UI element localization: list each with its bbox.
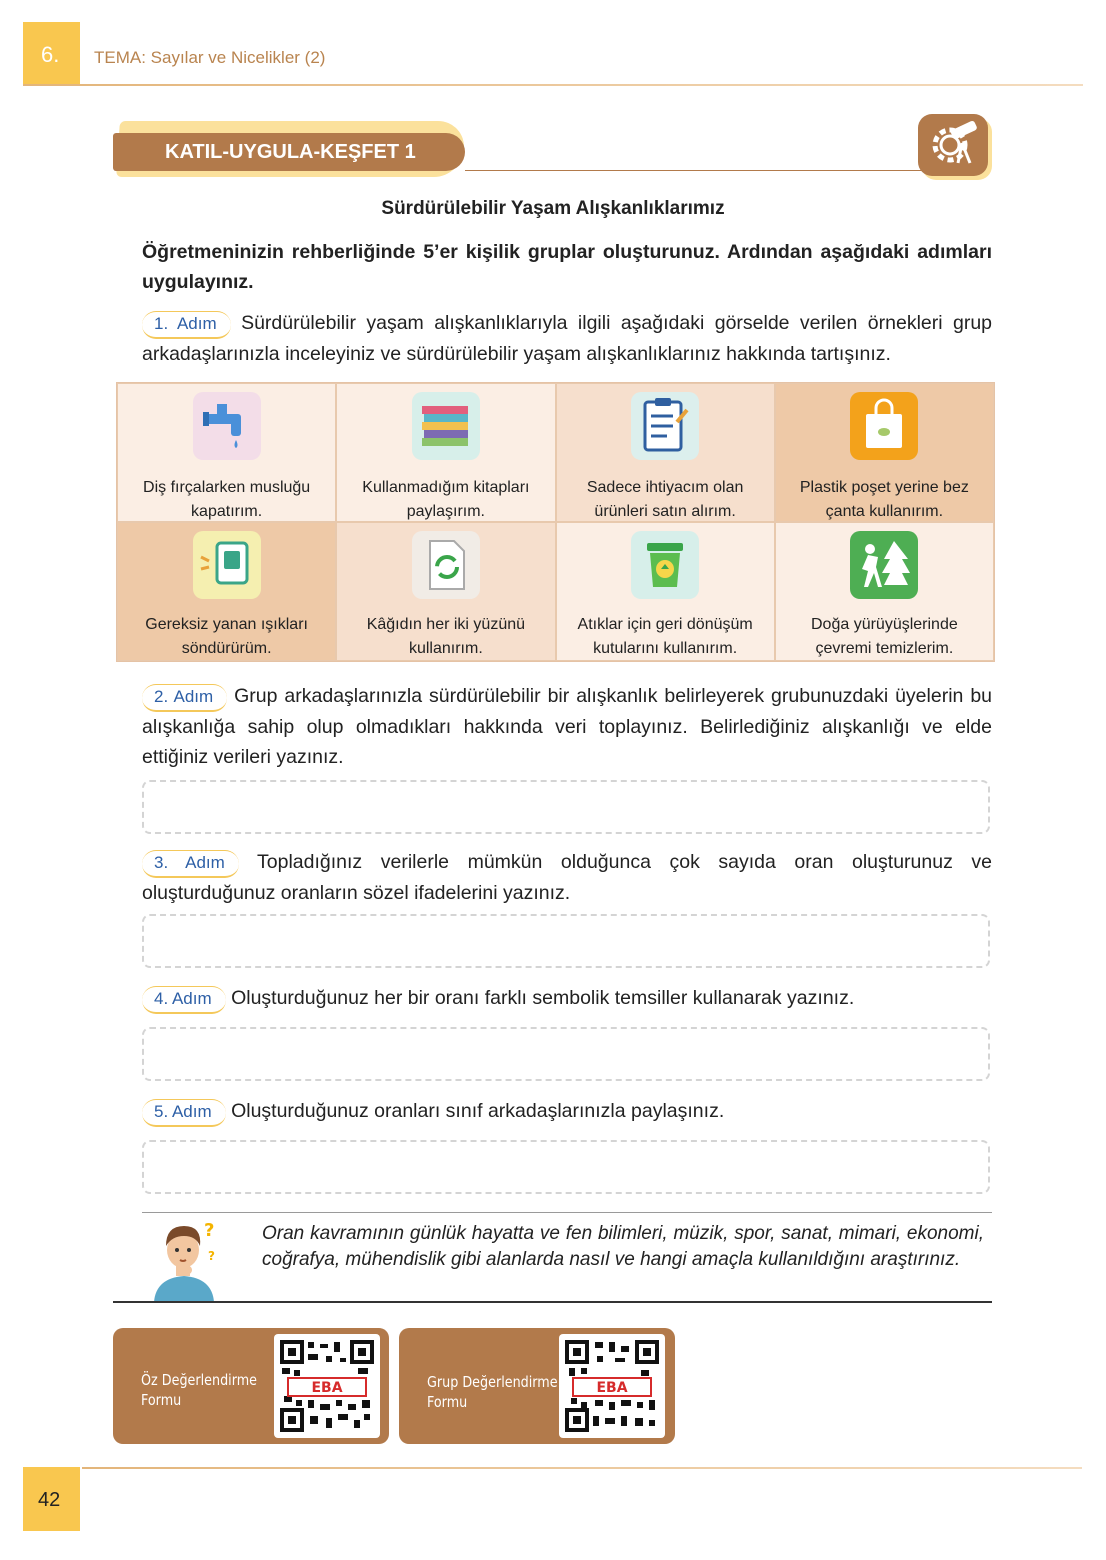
habit-caption-line1: Gereksiz yanan ışıkları <box>145 616 308 633</box>
group-assessment-label-line1: Grup Değerlendirme <box>427 1373 558 1391</box>
habit-card <box>775 522 994 661</box>
habit-caption-line2: çanta kullanırım. <box>825 503 944 520</box>
step-1-label: 1. Adım <box>142 311 231 339</box>
banner-divider <box>465 170 925 171</box>
step-3-text: Topladığınız verilerle mümkün olduğunca çok sayıda oran oluşturunuz ve oluşturduğunuz oranların sözel ifadelerini yazınız. <box>142 851 992 904</box>
habit-caption-line2: çevremi temizlerim. <box>815 640 954 657</box>
note-top-divider <box>142 1212 992 1213</box>
group-assessment-card[interactable] <box>399 1328 675 1444</box>
step-5-text: Oluşturduğunuz oranları sınıf arkadaşlarınızla paylaşınız. <box>231 1100 725 1122</box>
intro-text: Öğretmeninizin rehberliğinde 5’er kişilik gruplar oluşturunuz. Ardından aşağıdaki adımları uygulayınız. <box>142 241 992 293</box>
habit-card <box>556 522 775 661</box>
unit-number: 6. <box>41 42 60 67</box>
habit-card <box>556 383 775 522</box>
footer-divider <box>82 1467 1082 1469</box>
activity-title: Sürdürülebilir Yaşam Alışkanlıklarımız <box>381 198 725 219</box>
page-number: 42 <box>38 1489 61 1511</box>
group-assessment-label-line2: Formu <box>427 1393 468 1411</box>
faucet-icon <box>193 392 261 460</box>
step-3-answer-box[interactable] <box>142 914 990 968</box>
step-1-text: Sürdürülebilir yaşam alışkanlıklarıyla ilgili aşağıdaki görselde verilen örnekleri grup arkadaşlarınızla inceleyiniz ve sürdürülebilir yaşam alışkanlıklarınız hakkında tartışınız. <box>142 312 993 365</box>
habits-grid <box>116 382 995 662</box>
habit-card <box>775 383 994 522</box>
page-number-box <box>23 1467 80 1531</box>
qr-brand-text: EBA <box>311 1380 343 1396</box>
header-divider <box>23 84 1083 86</box>
habit-caption-line2: kutularını kullanırım. <box>593 640 738 657</box>
step-4-label: 4. Adım <box>142 986 226 1014</box>
habit-caption-line2: ürünleri satın alırım. <box>594 503 736 520</box>
qr-code-icon[interactable] <box>559 1334 665 1438</box>
habit-caption-line2: kapatırım. <box>191 503 263 520</box>
habit-caption-line1: Atıklar için geri dönüşüm <box>577 616 753 633</box>
theme-title: TEMA: Sayılar ve Nicelikler (2) <box>94 48 326 67</box>
activity-banner-label: KATIL-UYGULA-KEŞFET 1 <box>165 141 416 163</box>
paper-recycle-icon <box>412 531 480 599</box>
habit-caption-line1: Diş fırçalarken musluğu <box>143 479 311 496</box>
self-assessment-label-line2: Formu <box>141 1391 182 1409</box>
svg-text:?: ? <box>208 1249 215 1263</box>
habit-card <box>117 383 336 522</box>
books-icon <box>412 392 480 460</box>
step-2-answer-box[interactable] <box>142 780 990 834</box>
bag-icon <box>850 392 918 460</box>
activity-banner <box>113 133 465 171</box>
recycle-bin-icon <box>631 531 699 599</box>
habit-caption-line1: Doğa yürüyüşlerinde <box>811 616 958 633</box>
habit-caption-line1: Plastik poşet yerine bez <box>799 479 969 496</box>
qr-code-icon[interactable] <box>274 1334 380 1438</box>
step-5-label: 5. Adım <box>142 1099 226 1127</box>
habit-caption-line1: Sadece ihtiyacım olan <box>586 479 744 496</box>
svg-text:?: ? <box>204 1220 215 1241</box>
gear-telescope-icon <box>918 114 988 176</box>
step-1 <box>142 308 992 369</box>
habit-card <box>336 522 555 661</box>
qr-brand-text: EBA <box>596 1380 628 1396</box>
research-note: Oran kavramının günlük hayatta ve fen bilimleri, müzik, spor, sanat, mimari, ekonomi, coğrafya, mühendislik gibi alanlarda nasıl ve hangi amaçla kullanıldığını araştırınız. <box>262 1223 984 1270</box>
light-switch-icon <box>193 531 261 599</box>
step-5 <box>142 1096 992 1127</box>
habit-caption-line1: Kâğıdın her iki yüzünü <box>366 616 526 633</box>
step-4 <box>142 983 992 1014</box>
step-5-answer-box[interactable] <box>142 1140 990 1194</box>
self-assessment-label-line1: Öz Değerlendirme <box>141 1371 258 1389</box>
habit-caption-line2: kullanırım. <box>408 640 483 657</box>
step-3 <box>142 847 992 908</box>
step-2-label: 2. Adım <box>142 684 227 712</box>
habit-card <box>117 522 336 661</box>
habit-caption-line2: paylaşırım. <box>406 503 485 520</box>
step-2 <box>142 681 992 772</box>
self-assessment-card[interactable] <box>113 1328 389 1444</box>
step-2-text: Grup arkadaşlarınızla sürdürülebilir bir alışkanlık belirleyerek grubunuzdaki üyelerin bu alışkanlığa sahip olup olmadıkları hakkında veri toplayınız. Belirlediğiniz alışkanlığı ve elde ettiğiniz verileri yazınız. <box>142 685 993 768</box>
hiking-icon <box>850 531 918 599</box>
unit-number-box <box>23 22 80 84</box>
habit-caption-line2: söndürürüm. <box>181 640 272 657</box>
step-4-text: Oluşturduğunuz her bir oranı farklı sembolik temsiller kullanarak yazınız. <box>231 987 855 1009</box>
habit-card <box>336 383 555 522</box>
note-bottom-divider <box>113 1301 992 1303</box>
clipboard-icon <box>631 392 699 460</box>
step-3-label: 3. Adım <box>142 850 239 878</box>
thinking-student-icon <box>146 1216 230 1302</box>
step-4-answer-box[interactable] <box>142 1027 990 1081</box>
habit-caption-line1: Kullanmadığım kitapları <box>362 479 530 496</box>
